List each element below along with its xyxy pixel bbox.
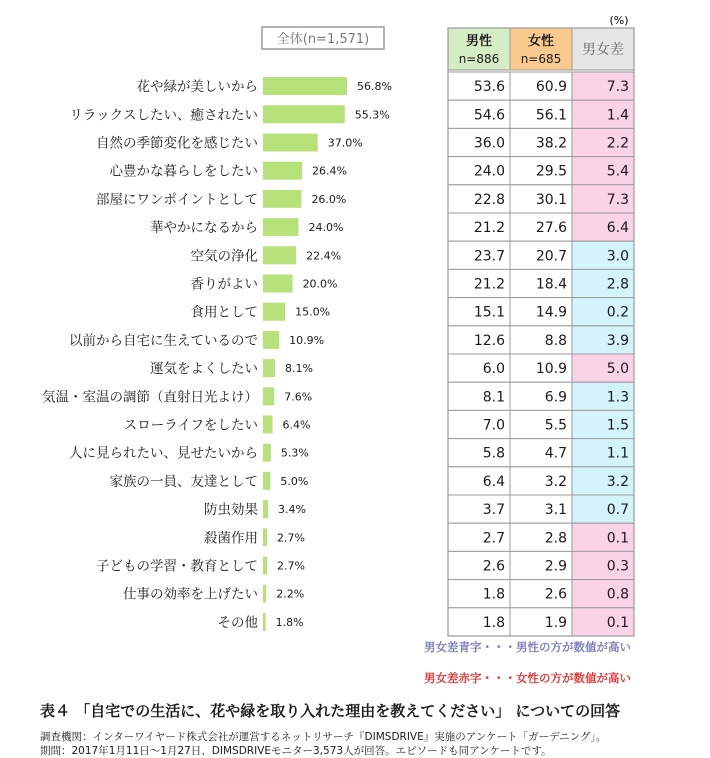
male-value: 15.1 — [473, 304, 505, 321]
diff-value: 1.4 — [606, 107, 629, 124]
bar — [263, 190, 301, 208]
bar-value-label: 24.0% — [308, 221, 344, 235]
category-label: 空気の浄化 — [190, 248, 258, 265]
category-label: 仕事の効率を上げたい — [123, 586, 258, 603]
male-n-label: n=886 — [458, 52, 500, 66]
bar-value-label: 37.0% — [327, 136, 363, 150]
bar-value-label: 20.0% — [302, 277, 338, 291]
bar — [263, 134, 318, 152]
female-value: 20.7 — [535, 248, 567, 265]
note-red: 男女差赤字・・・女性の方が数値が高い — [424, 671, 631, 685]
bar — [263, 275, 293, 293]
male-value: 1.8 — [482, 614, 505, 631]
diff-value: 1.5 — [606, 417, 629, 434]
bar-value-label: 8.1% — [284, 362, 313, 376]
bar-value-label: 22.4% — [306, 249, 342, 263]
category-label: 自然の季節変化を感じたい — [96, 135, 258, 152]
diff-value: 7.3 — [606, 79, 629, 96]
bar — [263, 387, 274, 405]
male-header-label: 男性 — [465, 34, 493, 49]
male-value: 54.6 — [473, 107, 505, 124]
female-value: 29.5 — [535, 163, 567, 180]
bar — [263, 472, 270, 490]
unit-label: (%) — [609, 14, 629, 27]
diff-value: 2.2 — [606, 135, 629, 152]
bar — [263, 77, 347, 95]
bar-value-label: 2.2% — [276, 587, 305, 601]
bar — [263, 303, 285, 321]
male-value: 36.0 — [473, 135, 505, 152]
bar-value-label: 56.8% — [357, 80, 392, 94]
diff-value: 3.2 — [606, 473, 629, 490]
female-value: 60.9 — [535, 79, 567, 96]
category-label: その他 — [217, 614, 258, 631]
category-label: 気温・室温の調節（直射日光よけ） — [42, 389, 258, 406]
diff-value: 1.3 — [606, 389, 629, 406]
bar — [263, 557, 267, 575]
male-value: 5.8 — [482, 445, 505, 462]
female-value: 10.9 — [535, 361, 567, 378]
category-label: 子どもの学習・教育として — [96, 558, 258, 575]
bar — [263, 331, 279, 349]
bar-value-label: 5.3% — [280, 446, 309, 460]
category-label: 香りがよい — [190, 276, 258, 293]
bar-value-label: 5.0% — [280, 474, 309, 488]
bar-value-label: 15.0% — [295, 305, 331, 319]
bar — [263, 246, 296, 264]
bar — [263, 444, 271, 462]
bar — [263, 613, 266, 631]
female-value: 27.6 — [535, 220, 567, 237]
category-label: 以前から自宅に生えているので — [69, 332, 258, 349]
category-label: 防虫効果 — [204, 502, 258, 519]
bar — [263, 105, 345, 123]
bar-series — [42, 77, 392, 631]
bar-value-label: 26.4% — [312, 164, 347, 178]
female-value: 38.2 — [535, 135, 567, 152]
category-label: 華やかになるから — [150, 220, 258, 237]
male-value: 3.7 — [482, 502, 505, 519]
category-label: 運気をよくしたい — [150, 361, 258, 378]
footer-line-2: 期間：2017年1月11日～1月27日、DIMSDRIVEモニター3,573人が回答。エピソードも同アンケートです。 — [40, 745, 552, 757]
diff-value: 7.3 — [606, 191, 629, 208]
diff-value: 0.7 — [606, 502, 629, 519]
bar — [263, 416, 272, 434]
note-blue: 男女差青字・・・男性の方が数値が高い — [424, 640, 631, 654]
male-value: 6.0 — [482, 361, 505, 378]
data-table — [448, 28, 634, 636]
male-value: 12.6 — [473, 332, 505, 349]
diff-value: 0.1 — [606, 614, 629, 631]
bar — [263, 585, 266, 603]
male-value: 21.2 — [473, 276, 505, 293]
male-value: 1.8 — [482, 586, 505, 603]
bar-value-label: 26.0% — [311, 192, 347, 206]
bar-value-label: 1.8% — [275, 615, 304, 629]
female-value: 2.6 — [544, 586, 567, 603]
diff-value: 5.4 — [606, 163, 629, 180]
female-value: 14.9 — [535, 304, 567, 321]
overall-header-label: 全体(n=1,571) — [276, 32, 370, 47]
category-label: スローライフをしたい — [123, 417, 258, 434]
bar — [263, 528, 267, 546]
category-label: 心豊かな暮らしをしたい — [109, 163, 258, 180]
bar — [263, 218, 298, 236]
bar-value-label: 10.9% — [289, 333, 325, 347]
bar — [263, 359, 275, 377]
category-label: 殺菌作用 — [204, 530, 258, 547]
category-label: 部屋にワンポイントとして — [96, 191, 258, 208]
male-value: 7.0 — [482, 417, 505, 434]
female-value: 4.7 — [544, 445, 567, 462]
male-value: 23.7 — [473, 248, 505, 265]
diff-value: 0.8 — [606, 586, 629, 603]
diff-value: 0.1 — [606, 530, 629, 547]
category-label: 人に見られたい、見せたいから — [69, 445, 258, 462]
diff-value: 0.3 — [606, 558, 629, 575]
female-value: 30.1 — [535, 191, 567, 208]
diff-header-label: 男女差 — [582, 42, 624, 58]
female-value: 6.9 — [544, 389, 567, 406]
female-header-label: 女性 — [527, 34, 555, 49]
male-value: 8.1 — [482, 389, 505, 406]
bar-value-label: 6.4% — [282, 418, 311, 432]
bar-value-label: 7.6% — [284, 390, 313, 404]
bar — [263, 162, 302, 180]
female-value: 56.1 — [535, 107, 567, 124]
bar-value-label: 3.4% — [278, 503, 306, 517]
table-caption: 表４ 「自宅での生活に、花や緑を取り入れた理由を教えてください」 についての回答 — [40, 702, 621, 720]
female-value: 2.9 — [544, 558, 567, 575]
bar-value-label: 2.7% — [276, 559, 305, 573]
female-value: 5.5 — [544, 417, 567, 434]
male-value: 53.6 — [473, 79, 505, 96]
diff-value: 0.2 — [606, 304, 629, 321]
female-value: 3.2 — [544, 473, 567, 490]
male-value: 2.7 — [482, 530, 505, 547]
female-value: 2.8 — [544, 530, 567, 547]
category-label: 食用として — [190, 304, 258, 321]
bar-value-label: 2.7% — [276, 531, 305, 545]
footer — [40, 730, 606, 758]
footer-line-1: 調査機関：インターワイヤード株式会社が運営するネットリサーチ『DIMSDRIVE』実施のアンケート「ガーデニング」。 — [40, 731, 607, 743]
diff-value: 5.0 — [606, 361, 629, 378]
category-label: リラックスしたい、癒されたい — [69, 107, 258, 124]
diff-value: 3.9 — [606, 332, 629, 349]
bar — [263, 500, 268, 518]
diff-value: 3.0 — [606, 248, 629, 265]
diff-value: 6.4 — [606, 220, 629, 237]
male-value: 24.0 — [473, 163, 505, 180]
female-value: 18.4 — [535, 276, 567, 293]
category-label: 花や緑が美しいから — [136, 79, 258, 96]
male-value: 2.6 — [482, 558, 505, 575]
bar-value-label: 55.3% — [354, 108, 390, 122]
diff-value: 1.1 — [606, 445, 629, 462]
male-value: 21.2 — [473, 220, 505, 237]
female-value: 1.9 — [544, 614, 567, 631]
female-value: 8.8 — [544, 332, 567, 349]
diff-value: 2.8 — [606, 276, 629, 293]
male-value: 22.8 — [473, 191, 505, 208]
category-label: 家族の一員、友達として — [109, 473, 258, 490]
male-value: 6.4 — [482, 473, 505, 490]
female-n-label: n=685 — [520, 52, 562, 66]
female-value: 3.1 — [544, 502, 567, 519]
